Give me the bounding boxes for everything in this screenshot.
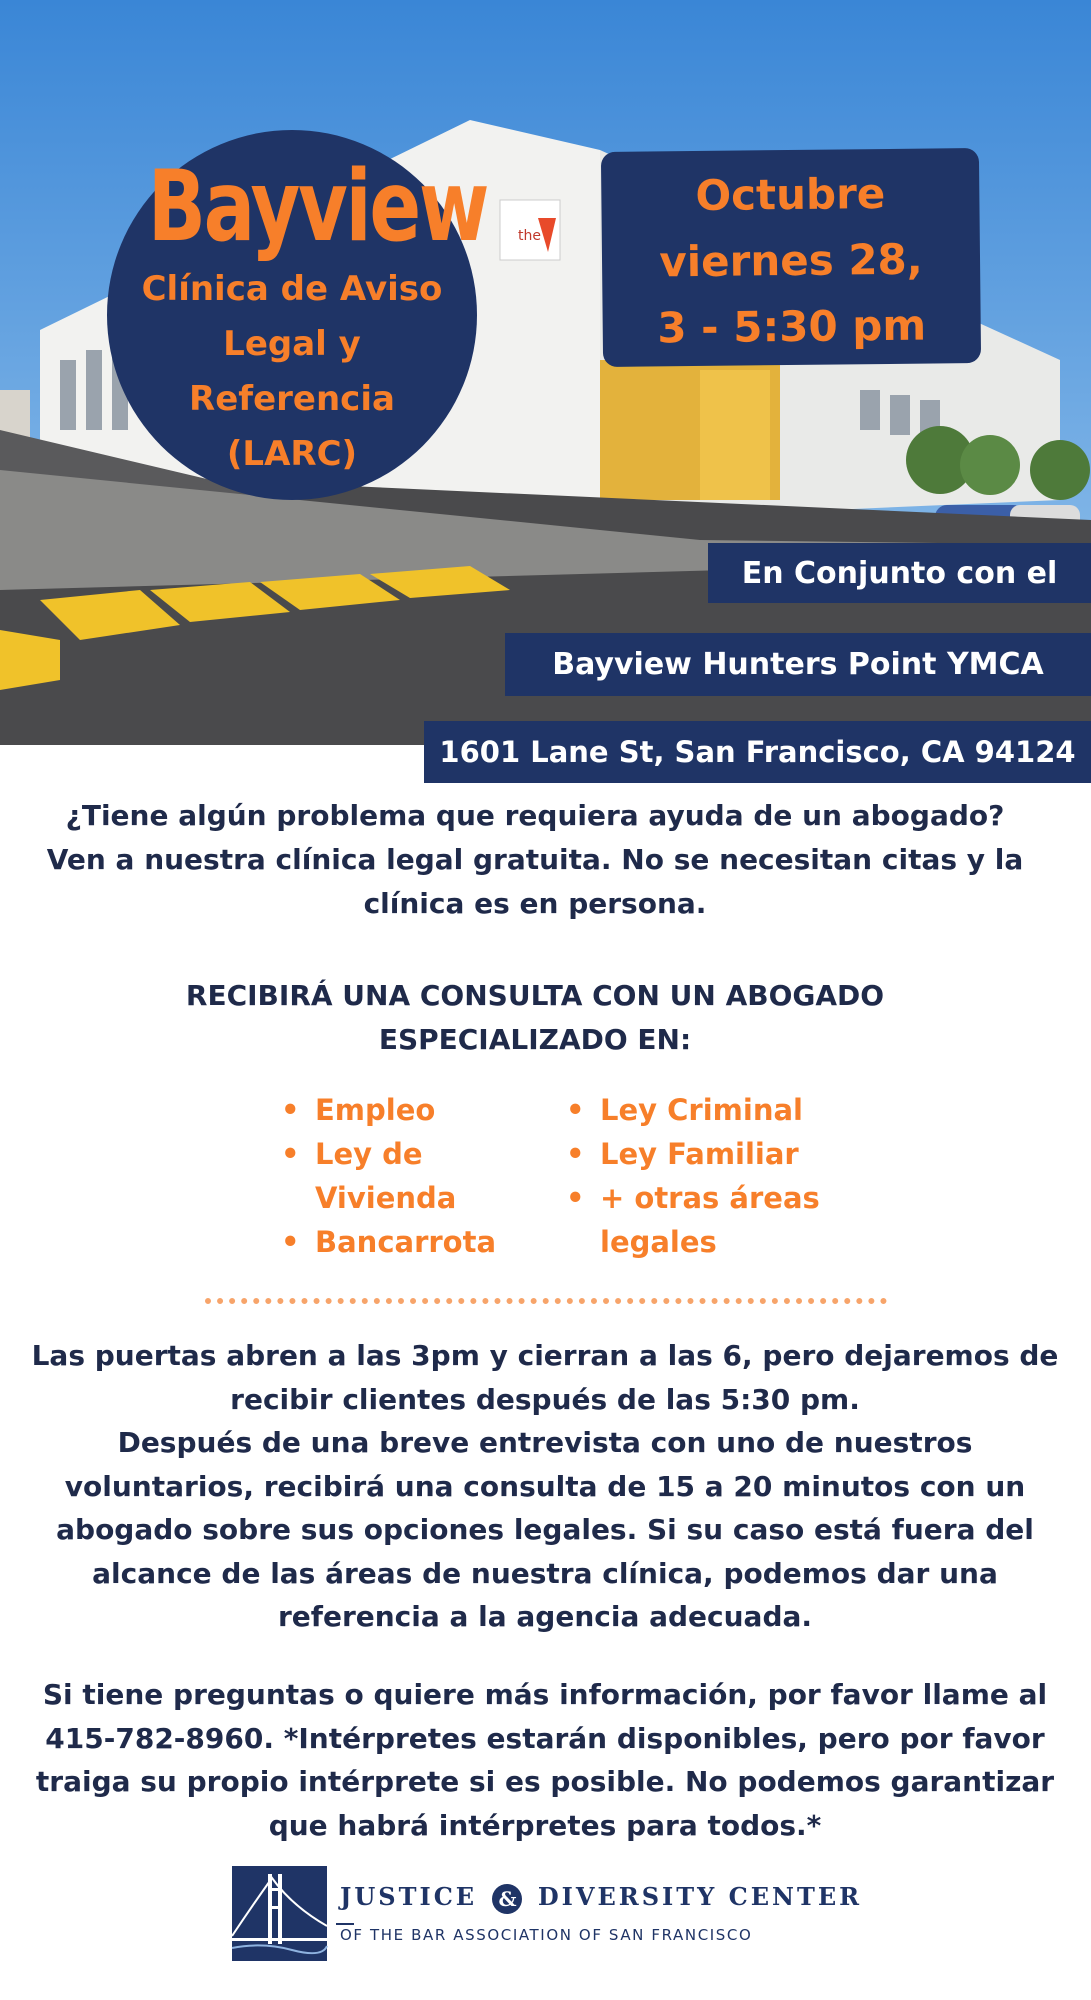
list-item: • Ley de Vivienda	[275, 1132, 505, 1220]
event-subtitle: Clínica de Aviso Legal y Referencia (LARC)	[141, 269, 443, 474]
list-item: • Empleo	[275, 1088, 505, 1132]
list-item: • Ley Familiar	[560, 1132, 830, 1176]
consult-heading: RECIBIRÁ UNA CONSULTA CON UN ABOGADO ESPECIALIZADO EN:	[185, 979, 885, 1056]
golden-gate-bridge-icon	[232, 1866, 327, 1961]
event-address: 1601 Lane St, San Francisco, CA 94124	[424, 721, 1091, 783]
ampersand-icon: &	[492, 1884, 522, 1914]
partner-intro: En Conjunto con el	[708, 543, 1091, 603]
list-item: • Bancarrota	[275, 1220, 505, 1264]
logo-tagline: OF THE BAR ASSOCIATION OF SAN FRANCISCO	[340, 1926, 753, 1944]
practice-areas-left	[275, 1088, 505, 1264]
logo-rule	[336, 1923, 354, 1925]
partner-name: Bayview Hunters Point YMCA	[505, 633, 1091, 696]
list-item: • Ley Criminal	[560, 1088, 830, 1132]
event-day: viernes 28,	[659, 234, 923, 287]
hero-banner	[0, 0, 1091, 769]
logo-name: JUSTICE & DIVERSITY CENTER	[340, 1882, 862, 1914]
event-title-circle	[107, 130, 488, 500]
intro-paragraph: ¿Tiene algún problema que requiera ayuda de un abogado? Ven a nuestra clínica legal gratuita. No se necesitan citas y la clínica es en persona.	[46, 799, 1024, 920]
jdc-logo	[232, 1866, 872, 1966]
event-date-box	[601, 148, 981, 367]
ymca-sign-text: the	[518, 228, 541, 244]
event-time: 3 - 5:30 pm	[657, 300, 927, 353]
practice-areas	[275, 1088, 835, 1268]
event-month: Octubre	[695, 169, 886, 220]
practice-areas-right	[560, 1088, 830, 1264]
list-item: • + otras áreas legales	[560, 1176, 830, 1264]
contact-paragraph: Si tiene preguntas o quiere más información, por favor llame al 415-782-8960. *Intérpretes estarán disponibles, pero por favor traiga su propio intérprete si es posible. No podemos garantizar que habrá intérpretes para todos.*	[35, 1678, 1055, 1842]
event-title: Bayview	[147, 150, 488, 264]
dotted-divider	[205, 1298, 887, 1304]
details-paragraph: Las puertas abren a las 3pm y cierran a las 6, pero dejaremos de recibir clientes después de las 5:30 pm. Después de una breve entrevista con uno de nuestros voluntarios, recibirá una consulta de 15 a 20 minutos con un abogado sobre sus opciones legales. Si su caso está fuera del alcance de las áreas de nuestra clínica, podemos dar una referencia a la agencia adecuada.	[31, 1339, 1059, 1633]
